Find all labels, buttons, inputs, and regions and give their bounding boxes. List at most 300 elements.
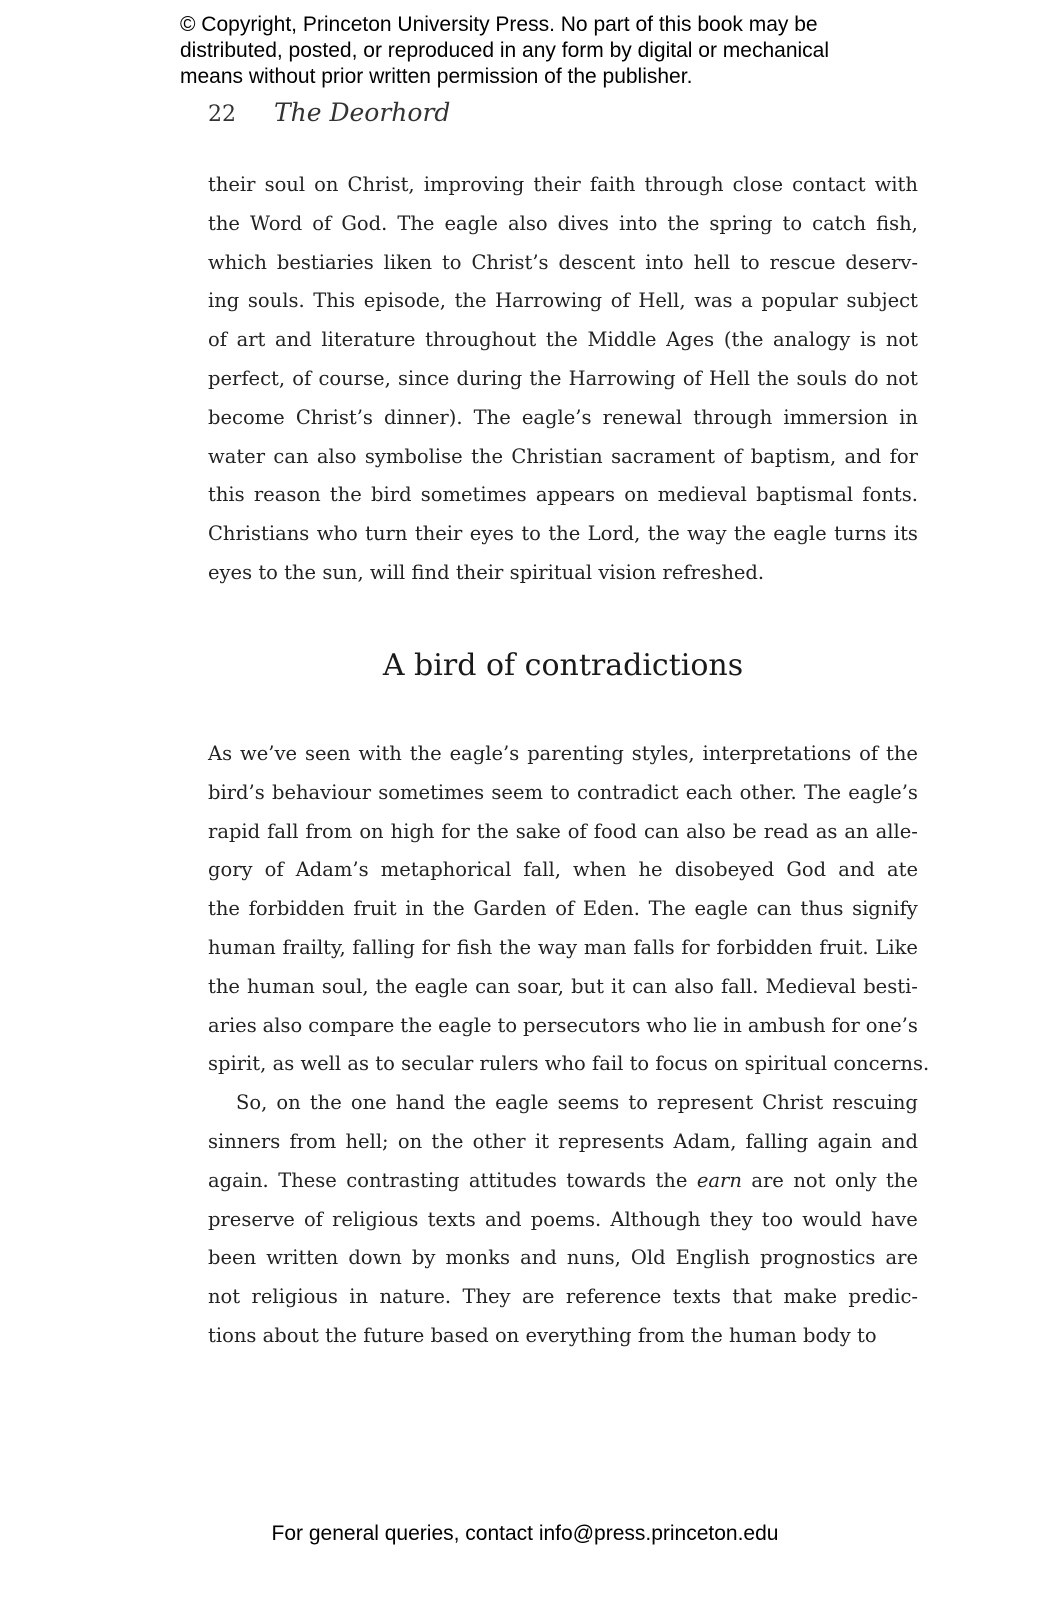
- copyright-line: © Copyright, Princeton University Press. No part of this book may be: [180, 13, 818, 36]
- word: Christ’s: [295, 405, 373, 429]
- word: Harrowing: [568, 366, 676, 390]
- word: Christian: [511, 444, 603, 468]
- word: and: [484, 1207, 522, 1231]
- section-body: [208, 735, 930, 1356]
- word: nature.: [379, 1285, 452, 1309]
- word: on: [397, 1129, 423, 1153]
- word: literature: [321, 328, 416, 352]
- word: not: [885, 366, 918, 390]
- word: not: [793, 1168, 826, 1192]
- running-head: [208, 98, 450, 127]
- word: through: [644, 173, 724, 196]
- word: the: [432, 897, 465, 921]
- word: thus: [800, 897, 844, 921]
- word: from: [289, 1129, 337, 1153]
- word: from: [305, 819, 353, 843]
- word: Middle: [587, 328, 657, 352]
- word: persecutors: [523, 1013, 641, 1037]
- text-line: [208, 360, 918, 399]
- word: spring: [709, 211, 773, 235]
- word: based: [430, 1323, 489, 1347]
- word: turns: [834, 522, 887, 546]
- text-line: [208, 1045, 930, 1084]
- word: the: [476, 819, 509, 843]
- word: for: [889, 444, 918, 468]
- word: to: [550, 780, 570, 804]
- word: eyes: [208, 560, 253, 584]
- word: ate: [886, 858, 918, 882]
- text-line: [208, 1162, 918, 1201]
- word: their: [455, 560, 504, 584]
- word: only: [834, 1168, 877, 1192]
- text-line: [208, 554, 918, 593]
- word: deserv-: [845, 250, 918, 274]
- text-line: [208, 166, 918, 205]
- word: contradict: [577, 780, 679, 804]
- word: rulers: [479, 1052, 539, 1076]
- word: aries: [208, 1013, 257, 1037]
- word: that: [732, 1285, 773, 1309]
- word: for: [421, 935, 451, 959]
- word: the: [375, 974, 408, 998]
- word: sinners: [208, 1129, 281, 1153]
- word: future: [363, 1323, 425, 1347]
- word: through: [693, 405, 773, 429]
- word: eyes: [469, 522, 514, 546]
- word: Harrowing: [495, 289, 603, 313]
- word: the: [454, 1091, 487, 1115]
- word: to: [857, 1323, 877, 1347]
- word: Garden: [473, 897, 547, 921]
- word: fall.: [720, 974, 759, 998]
- word: also: [686, 819, 726, 843]
- word: falling: [745, 1129, 809, 1153]
- word: make: [783, 1285, 838, 1309]
- word: the: [208, 897, 240, 921]
- word: we’ve: [240, 742, 298, 765]
- word: in: [723, 1013, 742, 1037]
- word: to: [521, 522, 541, 546]
- word: on: [314, 173, 339, 196]
- word: and: [520, 1246, 557, 1270]
- word: focus: [655, 1052, 708, 1076]
- word: are: [885, 1246, 918, 1270]
- word: also: [674, 974, 714, 998]
- word: of: [312, 211, 332, 235]
- word: towards: [566, 1168, 647, 1192]
- word: behaviour: [271, 780, 372, 804]
- word: eagle: [495, 1091, 549, 1115]
- word: spirit,: [208, 1052, 267, 1076]
- word: rapid: [208, 819, 261, 843]
- word: to: [258, 560, 278, 584]
- word: contact: [792, 173, 866, 196]
- word: religious: [332, 1207, 419, 1231]
- word: as: [272, 1052, 295, 1076]
- word: can: [273, 444, 309, 468]
- word: appears: [535, 483, 615, 507]
- word: by: [411, 1246, 436, 1270]
- word: perfect,: [208, 366, 286, 390]
- word: and: [275, 328, 312, 352]
- word: in: [899, 405, 918, 429]
- word: during: [456, 366, 523, 390]
- word: an: [844, 819, 869, 843]
- word: soar,: [517, 974, 565, 998]
- word: the: [284, 560, 317, 584]
- word: soul,: [321, 974, 369, 998]
- word: Medieval: [765, 974, 857, 998]
- word: the: [454, 289, 487, 313]
- word: of: [208, 328, 227, 352]
- word: souls: [796, 366, 848, 390]
- word: concerns.: [833, 1052, 930, 1076]
- word: have: [871, 1207, 918, 1231]
- word: the: [548, 522, 581, 546]
- word: seen: [304, 742, 351, 765]
- word: bird’s: [208, 780, 265, 804]
- word: dinner).: [384, 405, 463, 429]
- word: This: [313, 289, 356, 313]
- text-line: [208, 1317, 918, 1356]
- word: earn: [696, 1168, 742, 1192]
- word: of: [292, 366, 312, 390]
- word: ing: [208, 289, 240, 313]
- word: was: [694, 289, 733, 313]
- word: the: [325, 1323, 358, 1347]
- word: find: [411, 560, 450, 584]
- word: to: [782, 211, 803, 235]
- text-line: [208, 476, 918, 515]
- word: Adam,: [673, 1129, 737, 1153]
- word: (the: [723, 328, 764, 352]
- text-line: [208, 205, 918, 244]
- word: not: [885, 328, 918, 352]
- word: monks: [445, 1246, 511, 1270]
- word: to: [441, 250, 462, 274]
- word: who: [646, 1013, 688, 1037]
- word: one: [350, 1091, 387, 1115]
- paragraph: [208, 166, 918, 593]
- word: Adam’s: [295, 858, 369, 882]
- word: popular: [761, 289, 838, 313]
- word: from: [637, 1323, 685, 1347]
- word: the: [208, 974, 240, 998]
- word: are: [751, 1168, 784, 1192]
- word: the: [545, 328, 578, 352]
- word: English: [675, 1246, 750, 1270]
- word: These: [278, 1168, 337, 1192]
- word: forbidden: [248, 897, 345, 921]
- word: symbolise: [364, 444, 463, 468]
- word: the: [733, 522, 766, 546]
- word: it: [611, 974, 626, 998]
- word: which: [208, 250, 267, 274]
- word: So,: [236, 1091, 268, 1115]
- word: other.: [739, 780, 797, 804]
- word: Although: [610, 1207, 701, 1231]
- word: forbidden: [716, 935, 813, 959]
- word: eagle’s: [848, 780, 918, 804]
- word: refreshed.: [662, 560, 765, 584]
- word: the: [647, 522, 680, 546]
- word: as: [347, 1052, 370, 1076]
- word: secular: [401, 1052, 474, 1076]
- word: water: [208, 444, 266, 468]
- word: the: [886, 742, 918, 765]
- word: seems: [557, 1091, 620, 1115]
- word: frailty,: [282, 935, 346, 959]
- text-line: [208, 321, 918, 360]
- word: Word: [249, 211, 303, 235]
- word: do: [854, 366, 879, 390]
- copyright-line: distributed, posted, or reproduced in any form by digital or mechanical: [180, 39, 830, 62]
- word: of: [264, 858, 284, 882]
- word: this: [208, 483, 245, 507]
- word: can: [756, 897, 792, 921]
- word: sun,: [322, 560, 364, 584]
- word: reason: [253, 483, 321, 507]
- word: rescuing: [832, 1091, 918, 1115]
- word: fall,: [523, 858, 561, 882]
- word: hand: [395, 1091, 446, 1115]
- word: gory: [208, 858, 253, 882]
- word: fruit: [353, 897, 397, 921]
- word: the: [431, 1129, 464, 1153]
- word: predic-: [848, 1285, 918, 1309]
- word: faith: [589, 173, 636, 196]
- word: human: [729, 1323, 797, 1347]
- word: would: [802, 1207, 862, 1231]
- word: of: [567, 819, 587, 843]
- word: the: [499, 935, 532, 959]
- word: the: [655, 1168, 688, 1192]
- word: and: [844, 444, 882, 468]
- word: prognostics: [760, 1246, 876, 1270]
- word: sometimes: [420, 483, 527, 507]
- word: throughout: [425, 328, 537, 352]
- word: Hell,: [638, 289, 686, 313]
- word: of: [610, 289, 630, 313]
- text-line: [208, 515, 918, 554]
- word: their: [208, 173, 256, 196]
- text-line: [208, 774, 918, 813]
- word: for: [441, 819, 470, 843]
- word: become: [208, 405, 285, 429]
- word: other: [472, 1129, 526, 1153]
- word: nuns,: [566, 1246, 621, 1270]
- word: texts: [672, 1285, 721, 1309]
- word: about: [262, 1323, 319, 1347]
- word: eagle: [438, 1013, 492, 1037]
- word: the: [529, 366, 562, 390]
- word: man: [583, 935, 627, 959]
- word: fish: [456, 935, 493, 959]
- text-line: [208, 1201, 918, 1240]
- word: its: [893, 522, 918, 546]
- copyright-notice: [180, 12, 900, 90]
- word: on: [624, 483, 649, 507]
- word: subject: [846, 289, 918, 313]
- word: but: [571, 974, 604, 998]
- text-line: [208, 1007, 918, 1046]
- word: one’s: [865, 1013, 918, 1037]
- word: on: [494, 1323, 520, 1347]
- word: God: [786, 858, 827, 882]
- word: of: [303, 1207, 323, 1231]
- word: the: [208, 211, 240, 235]
- word: again.: [208, 1168, 269, 1192]
- word: Like: [875, 935, 918, 959]
- footer-contact: For general queries, contact info@press.princeton.edu: [271, 1522, 779, 1545]
- word: seem: [491, 780, 543, 804]
- word: for: [831, 1013, 860, 1037]
- word: parenting: [527, 742, 624, 765]
- word: rescue: [769, 250, 836, 274]
- word: medieval: [657, 483, 747, 507]
- word: they: [709, 1207, 753, 1231]
- word: the: [471, 444, 503, 468]
- word: poems.: [530, 1207, 602, 1231]
- word: also: [262, 1013, 303, 1037]
- word: eagle: [773, 522, 827, 546]
- word: the: [409, 742, 442, 765]
- word: turn: [365, 522, 408, 546]
- word: religious: [251, 1285, 338, 1309]
- word: reference: [565, 1285, 662, 1309]
- word: besti-: [863, 974, 918, 998]
- word: liken: [383, 250, 433, 274]
- word: improving: [423, 173, 525, 196]
- word: falling: [352, 935, 416, 959]
- word: eagle’s: [449, 742, 520, 765]
- word: immersion: [783, 405, 889, 429]
- word: contrasting: [346, 1168, 460, 1192]
- word: the: [690, 1323, 723, 1347]
- page-number: 22: [208, 102, 236, 127]
- word: the: [309, 1091, 342, 1115]
- word: food: [593, 819, 637, 843]
- word: eagle: [414, 974, 469, 998]
- word: lie: [693, 1013, 718, 1037]
- word: vision: [598, 560, 657, 584]
- word: as: [815, 819, 838, 843]
- word: alle-: [875, 819, 918, 843]
- word: Old: [630, 1246, 666, 1270]
- text-line: [208, 735, 918, 774]
- word: Lord,: [587, 522, 641, 546]
- word: baptism,: [750, 444, 837, 468]
- word: each: [685, 780, 733, 804]
- text-line: [208, 438, 918, 477]
- text-line: [208, 929, 918, 968]
- word: to: [628, 1091, 648, 1115]
- word: not: [208, 1285, 241, 1309]
- word: of: [682, 366, 702, 390]
- word: can: [643, 819, 680, 843]
- word: down: [348, 1246, 402, 1270]
- word: can: [475, 974, 511, 998]
- word: tions: [208, 1323, 257, 1347]
- word: into: [645, 250, 684, 274]
- word: sacrament: [611, 444, 716, 468]
- word: he: [638, 858, 663, 882]
- word: the: [329, 483, 362, 507]
- text-line: [208, 399, 918, 438]
- word: the: [667, 211, 700, 235]
- word: on: [359, 819, 384, 843]
- word: represent: [657, 1091, 754, 1115]
- word: texts: [427, 1207, 476, 1231]
- word: The: [803, 780, 842, 804]
- word: body: [803, 1323, 851, 1347]
- word: high: [390, 819, 435, 843]
- text-line: [208, 282, 918, 321]
- word: to: [740, 250, 760, 274]
- word: hell;: [345, 1129, 389, 1153]
- word: catch: [812, 211, 867, 235]
- word: it: [534, 1129, 549, 1153]
- word: Christ’s: [471, 250, 549, 274]
- word: attitudes: [468, 1168, 557, 1192]
- word: spiritual: [509, 560, 593, 584]
- word: episode,: [363, 289, 446, 313]
- word: to: [497, 1013, 518, 1037]
- word: metaphorical: [380, 858, 512, 882]
- word: art: [236, 328, 266, 352]
- paragraph: [208, 735, 930, 1084]
- word: signify: [852, 897, 918, 921]
- word: been: [208, 1246, 257, 1270]
- word: way: [687, 522, 727, 546]
- word: dives: [557, 211, 609, 235]
- word: eagle: [694, 897, 748, 921]
- paragraph: [208, 1084, 918, 1356]
- word: baptismal: [756, 483, 854, 507]
- word: Christ: [762, 1091, 824, 1115]
- word: sake: [515, 819, 561, 843]
- text-line: [208, 968, 918, 1007]
- word: close: [732, 173, 784, 196]
- word: styles,: [631, 742, 695, 765]
- word: to: [375, 1052, 395, 1076]
- word: ambush: [747, 1013, 826, 1037]
- word: everything: [525, 1323, 632, 1347]
- text-line: [208, 1278, 918, 1317]
- word: bestiaries: [276, 250, 374, 274]
- word: will: [369, 560, 406, 584]
- word: again: [817, 1129, 873, 1153]
- section-heading: A bird of contradictions: [382, 648, 744, 683]
- text-line: [208, 890, 918, 929]
- word: hell: [693, 250, 731, 274]
- word: The: [473, 405, 511, 429]
- word: Christians: [208, 522, 310, 546]
- word: fish,: [876, 211, 918, 235]
- word: the: [885, 1168, 918, 1192]
- word: descent: [558, 250, 636, 274]
- word: preserve: [208, 1207, 295, 1231]
- word: course,: [318, 366, 391, 390]
- word: way: [537, 935, 578, 959]
- word: a: [741, 289, 753, 313]
- word: human: [246, 974, 315, 998]
- word: The: [397, 211, 435, 235]
- word: into: [619, 211, 658, 235]
- text-line: [208, 1123, 918, 1162]
- word: is: [859, 328, 877, 352]
- word: souls.: [247, 289, 305, 313]
